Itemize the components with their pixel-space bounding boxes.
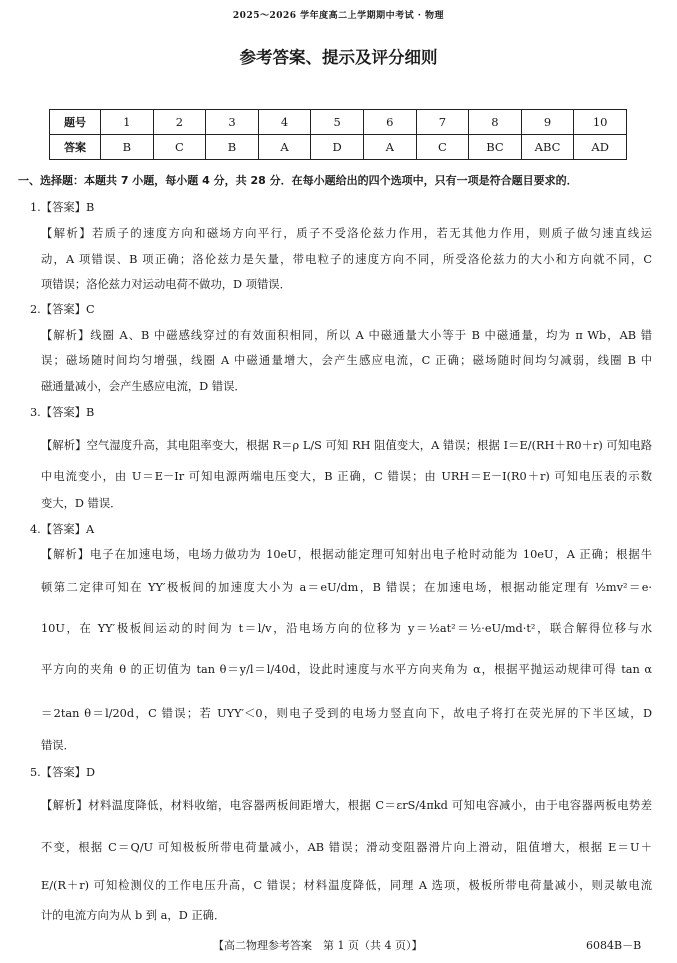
question-number-cell: 5 [311,110,364,135]
question-number-cell: 7 [416,110,469,135]
question-number-cell: 2 [153,110,206,135]
answer-cell: C [416,135,469,160]
question-number-cell: 8 [469,110,522,135]
answer-cell: B [206,135,259,160]
question-5-explanation-line: 【解析】材料温度降低，材料收缩，电容器两板间距增大，根据 C＝εrS/4πkd 可知电容减小，由于电容器两板电势差 [41,799,652,812]
question-number-cell: 10 [574,110,627,135]
question-1-explanation-line: 动，A 项错误、B 项正确；洛伦兹力是矢量，带电粒子的速度方向不同，所受洛伦兹力的大小和方向就不同，C [41,253,652,266]
question-2-answer: 2.【答案】C [30,303,95,316]
answer-cell: BC [469,135,522,160]
question-1-explanation-line: 项错误；洛伦兹力对运动电荷不做功，D 项错误． [41,278,291,291]
question-4-explanation-line: 平方向的夹角 θ 的正切值为 tan θ＝y/l＝l/40d，设此时速度与水平方向夹角为 α，根据平抛运动规律可得 tan α [41,663,652,676]
answer-row-label: 答案 [50,135,101,160]
answer-cell: A [258,135,311,160]
question-5-explanation-line: 计的电流方向为从 b 到 a，D 正确． [41,909,226,922]
page-title: 2025～2026 学年度高二上学期期中考试 · 物理 [232,11,445,21]
question-3-explanation-line: 变大，D 错误． [41,497,122,510]
question-1-answer: 1.【答案】B [30,201,95,214]
answer-cell: A [363,135,416,160]
question-5-explanation-line: 不变，根据 C＝Q/U 可知极板所带电荷量减小，AB 错误；滑动变阻器滑片向上滑动，阻值增大，根据 E＝U＋ [41,841,652,854]
question-1-explanation-line: 【解析】若质子的速度方向和磁场方向平行，质子不受洛伦兹力作用，若无其他力作用，则质子做匀速直线运 [41,227,652,240]
question-4-answer: 4.【答案】A [30,523,95,536]
question-3-explanation-line: 【解析】空气湿度升高，其电阻率变大，根据 R＝ρ L/S 可知 RH 阻值变大，A 错误；根据 I＝E/(RH＋R0＋r) 可知电路 [41,439,652,452]
number-row-label: 题号 [50,110,101,135]
question-2-explanation-line: 【解析】线圈 A、B 中磁感线穿过的有效面积相同，所以 A 中磁通量大小等于 B 中磁通量，均为 π Wb，AB 错 [41,329,652,342]
answer-cell: D [311,135,364,160]
page-footer: 【高二物理参考答案 第 1 页（共 4 页）】 [213,939,423,952]
question-number-cell: 4 [258,110,311,135]
answer-cell: C [153,135,206,160]
answer-cell: ABC [521,135,574,160]
question-3-explanation-line: 中电流变小，由 U＝E－Ir 可知电源两端电压变大，B 正确，C 错误；由 URH＝E－I(R0＋r) 可知电压表的示数 [41,470,652,483]
question-2-explanation-line: 误；磁场随时间均匀增强，线圈 A 中磁通量增大，会产生感应电流，C 正确；磁场随时间均匀减弱，线圈 B 中 [41,354,652,367]
section-heading: 一、选择题：本题共 7 小题，每小题 4 分，共 28 分．在每小题给出的四个选项中，只有一项是符合题目要求的． [18,174,578,187]
question-2-explanation-line: 磁通量减小，会产生感应电流，D 错误． [41,380,246,393]
question-number-cell: 9 [521,110,574,135]
answer-cell: B [101,135,154,160]
answer-cell: AD [574,135,627,160]
document-code: 6084B－B [586,939,642,952]
question-number-cell: 1 [101,110,154,135]
question-5-explanation-line: E/(R＋r) 可知检测仪的工作电压升高，C 错误；材料温度降低，同理 A 选项，极板所带电荷量减小，则灵敏电流 [41,879,652,892]
question-number-cell: 3 [206,110,259,135]
answer-table [49,109,627,160]
answer-table-answer-row [50,135,627,160]
question-4-explanation-line: ＝2tan θ＝l/20d，C 错误；若 UYY′＜0，则电子受到的电场力竖直向下，故电子将打在荧光屏的下半区域，D [41,707,652,720]
question-5-answer: 5.【答案】D [30,766,96,779]
answer-table-number-row [50,110,627,135]
question-4-explanation-line: 10U，在 YY′极板间运动的时间为 t＝l/v，沿电场方向的位移为 y＝½at²＝½·eU/md·t²，联合解得位移与水 [41,622,652,635]
question-3-answer: 3.【答案】B [30,406,95,419]
question-number-cell: 6 [363,110,416,135]
question-4-explanation-line: 错误． [41,739,75,752]
question-4-explanation-line: 【解析】电子在加速电场，电场力做功为 10eU，根据动能定理可知射出电子枪时动能为 10eU，A 正确；根据牛 [41,548,652,561]
question-4-explanation-line: 顿第二定律可知在 YY′极板间的加速度大小为 a＝eU/dm，B 错误；在加速电场，根据动能定理有 ½mv²＝e· [41,581,652,594]
page-subtitle: 参考答案、提示及评分细则 [239,48,438,67]
